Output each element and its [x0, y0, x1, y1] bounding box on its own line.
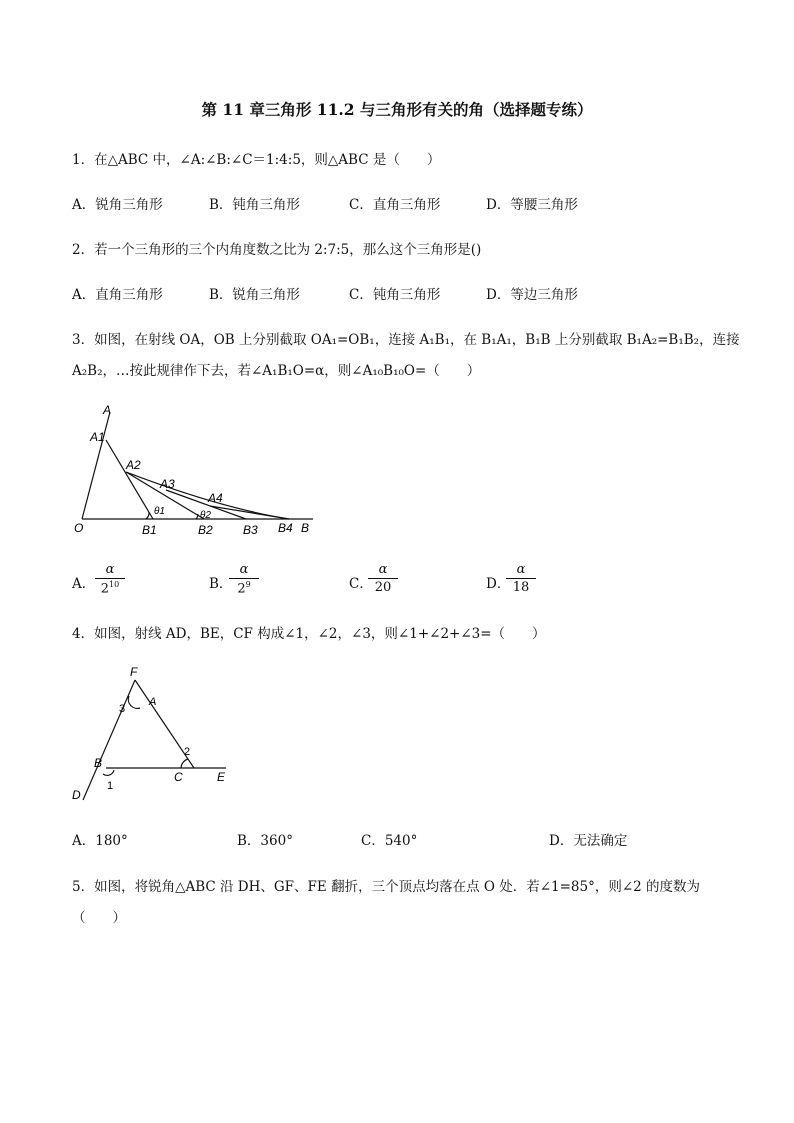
q5-stem-line2: （ ）: [72, 910, 126, 926]
q3-figure: [70, 400, 330, 545]
q5-stem-line1: 5．如图，将锐角△ABC 沿 DH、GF、FE 翻折，三个顶点均落在点 O 处．若∠1=85°，则∠2 的度数为: [72, 879, 701, 895]
q3-option-c-letter: C．: [349, 576, 373, 592]
q2-stem: 2．若一个三角形的三个内角度数之比为 2:7:5，那么这个三角形是(): [72, 242, 482, 258]
label-e: E: [217, 770, 226, 784]
label-1: 1: [107, 780, 114, 792]
q4-stem: 4．如图，射线 AD，BE，CF 构成∠1，∠2，∠3，则∠1+∠2+∠3=（ ）: [72, 626, 546, 642]
q1-option-a: A．锐角三角形: [72, 197, 163, 213]
q4-figure: [70, 660, 240, 810]
q4-option-d: D．无法确定: [549, 833, 628, 849]
label-b: B: [94, 756, 103, 770]
label-o: O: [74, 521, 84, 535]
angle-3-arc: [128, 696, 140, 708]
q1-stem: 1．在△ABC 中，∠A:∠B:∠C＝1:4:5，则△ABC 是（ ）: [72, 152, 441, 168]
angle-1-arc: [103, 770, 114, 775]
page-title: 第 11 章三角形 11.2 与三角形有关的角（选择题专练）: [201, 100, 593, 119]
label-3: 3: [119, 703, 126, 715]
q3-option-a-fraction: $\frac{\alpha}{2^{10}}$: [95, 562, 125, 596]
q1-option-c: C．直角三角形: [349, 197, 441, 213]
q4-option-c: C．540°: [361, 833, 418, 849]
label-a: A: [149, 696, 157, 708]
q1-option-b: B．钝角三角形: [209, 197, 300, 213]
q3-option-c-fraction: $\frac{\alpha}{20}$: [368, 562, 398, 595]
label-a4: A4: [208, 491, 223, 505]
label-b4: B4: [278, 521, 293, 535]
q3-option-a-letter: A．: [72, 576, 96, 592]
label-b3: B3: [243, 523, 258, 537]
q1-option-d: D．等腰三角形: [486, 197, 578, 213]
q2-option-c: C．钝角三角形: [349, 287, 441, 303]
q3-option-d-fraction: $\frac{\alpha}{18}$: [506, 562, 536, 595]
label-d: D: [72, 788, 81, 802]
q3-stem-line1: 3．如图，在射线 OA，OB 上分别截取 OA₁=OB₁，连接 A₁B₁，在 B₁A₁，B₁B 上分别截取 B₁A₂=B₁B₂，连接: [72, 332, 740, 348]
q2-option-a: A．直角三角形: [72, 287, 163, 303]
label-a1: A1: [90, 430, 105, 444]
label-b: B: [301, 521, 310, 535]
label-a3: A3: [160, 477, 175, 491]
label-b1: B1: [142, 523, 157, 537]
label-theta2: θ2: [200, 510, 211, 521]
ray-oa: [82, 412, 110, 519]
angle-2-arc: [181, 759, 188, 768]
label-b2: B2: [198, 523, 213, 537]
label-a: A: [103, 403, 112, 417]
label-a2: A2: [126, 458, 141, 472]
label-f: F: [130, 665, 138, 679]
label-theta1: θ1: [154, 506, 165, 517]
label-c: C: [174, 770, 183, 784]
angle-theta1-arc: [146, 512, 149, 519]
q2-option-d: D．等边三角形: [486, 287, 578, 303]
q4-option-b: B．360°: [237, 833, 293, 849]
q3-option-d-letter: D．: [486, 576, 511, 592]
q3-option-b-fraction: $\frac{\alpha}{2^9}$: [229, 562, 259, 596]
q4-option-a: A．180°: [72, 833, 128, 849]
label-2: 2: [184, 746, 191, 758]
q2-option-b: B．锐角三角形: [209, 287, 300, 303]
q3-option-b-letter: B．: [209, 576, 233, 592]
q3-stem-line2: A₂B₂，…按此规律作下去，若∠A₁B₁O=α，则∠A₁₀B₁₀O=（ ）: [72, 363, 481, 379]
